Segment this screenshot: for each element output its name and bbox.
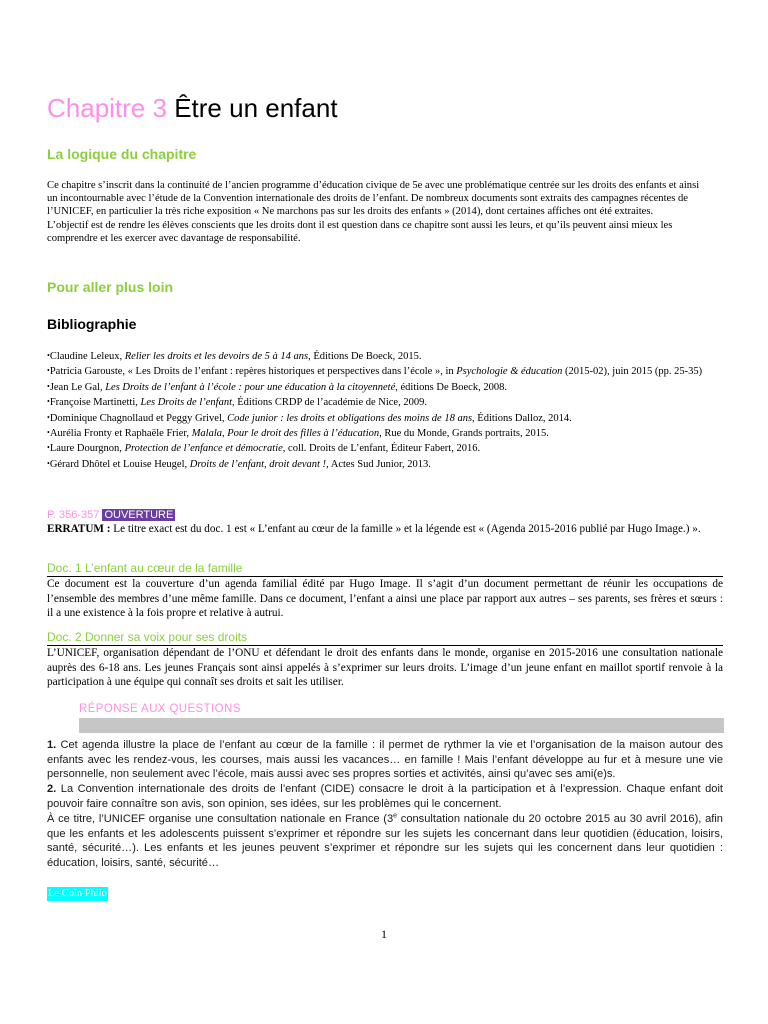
bibliography-item <box>47 441 727 456</box>
bibliography-author: Aurélia Fronty et Raphaële Frier, <box>49 428 192 440</box>
doc1-heading: Doc. 1 L’enfant au cœur de la famille <box>47 561 723 577</box>
bibliography-author: Claudine Leleux, <box>49 351 125 362</box>
bullet-icon: • <box>47 351 50 360</box>
bullet-icon: • <box>47 428 50 438</box>
bibliography-title: Droits de l’enfant, droit devant ! <box>189 458 327 470</box>
logique-text <box>47 179 707 245</box>
bibliography-publisher: , coll. Droits de L’enfant, Éditeur Fabert, 2016. <box>282 443 481 455</box>
bibliography-publisher: , Éditions De Boeck, 2015. <box>308 351 422 362</box>
bibliography-title: Malala, Pour le droit des filles à l’éducation <box>191 428 380 440</box>
chapter-title <box>47 92 338 124</box>
bibliography-author: Gérard Dhôtel et Louise Heugel, <box>49 458 190 470</box>
bullet-icon: • <box>47 412 50 422</box>
answer-2 <box>47 782 723 811</box>
ouverture-badge: OUVERTURE <box>104 509 174 521</box>
logique-paragraph-2: L’objectif est de rendre les élèves conscients que les droits dont il est question dans ce chapitre sont aussi les leurs, et qu’ils peuvent ainsi mieux les comprendre et les exercer avec davantage de responsabilité. <box>47 219 673 244</box>
bibliography-publisher: , Éditions Dalloz, 2014. <box>472 412 572 424</box>
chapter-number: Chapitre 3 <box>47 93 167 123</box>
bibliography-author: Dominique Chagnollaud et Peggy Grivel, <box>49 412 228 424</box>
doc2-text: L’UNICEF, organisation dépendant de l’ONU et défendant le droit des enfants dans le monde, organise en 2015-2016 une consultation nationale auprès des 6-18 ans. Les jeunes Français sont ainsi appelés à s’exprimer sur leurs droits. L’image d’un jeune enfant en maillot sportif renvoie à la participation à une équipe qui connaît ses droits et sait les utiliser. <box>47 647 723 689</box>
doc1-text: Ce document est la couverture d’un agenda familial édité par Hugo Image. Il s’agit d’un document permettant de réunir les occupations de l’ensemble des membres d’une même famille. Dans ce document, l’enfant a ainsi une place par rapport aux autres – ses parents, ses frères et sœurs : il a une existence à la fois propre et relative à autrui. <box>47 578 723 620</box>
erratum-note <box>47 522 723 537</box>
chapter-name: Être un enfant <box>174 93 338 123</box>
bibliography-author: Françoise Martinetti, <box>49 397 141 409</box>
answer-1-text: Cet agenda illustre la place de l’enfant au cœur de la famille : il permet de rythmer la vie et l’organisation de la maison autour des enfants avec les rendez-vous, les courses, mais aussi les vacances… en famille ! Mais l’enfant développe au fur et à mesure une vie personnelle, non seulement avec l’école, mais aussi avec ses propres sorties et activités, ainsi qu’avec ses ami(e)s. <box>47 739 723 781</box>
answer-1-number: 1. <box>47 739 57 751</box>
bullet-icon: • <box>47 397 50 407</box>
reponses-heading: RÉPONSE AUX QUESTIONS <box>79 703 241 715</box>
reponses-bar <box>79 718 724 733</box>
bullet-icon: • <box>47 443 50 453</box>
bibliography-item <box>47 395 727 410</box>
bullet-icon: • <box>47 381 50 391</box>
page-number: 1 <box>381 927 387 941</box>
bibliography-item <box>47 426 727 441</box>
page-range: P. 356-357 <box>47 509 103 521</box>
pages-line <box>47 509 175 522</box>
bibliography-item <box>47 349 727 364</box>
bibliography-title: Les Droits de l’enfant <box>140 397 232 409</box>
bibliography-title: Psychologie & éducation <box>456 366 563 378</box>
erratum-label: ERRATUM : <box>47 523 111 535</box>
logique-heading: La logique du chapitre <box>47 146 197 162</box>
bibliography-author: Jean Le Gal, <box>49 381 106 393</box>
bibliography-publisher: , Rue du Monde, Grands portraits, 2015. <box>379 428 549 440</box>
bibliography-title: Les Droits de l’enfant à l’école : pour une éducation à la citoyenneté <box>105 381 396 393</box>
answer-3-text-a: À ce titre, l’UNICEF organise une consultation nationale en France (3 <box>47 813 394 825</box>
answer-3-text-b: consultation nationale du 20 octobre 2015 au 30 avril 2016), afin que les enfants et les adolescents puissent s’exprimer et répondre sur les sujets les concernant dans leur quotidien (éducation, loisirs, santé, sécurité…). Les enfants et les jeunes peuvent s’exprimer et répondre sur les sujets qui les concernent dans leur quotidien : éducation, loisirs, santé, sécurité… <box>47 813 723 869</box>
bibliography-heading: Bibliographie <box>47 316 137 332</box>
answer-1 <box>47 738 723 782</box>
doc2-heading: Doc. 2 Donner sa voix pour ses droits <box>47 630 723 646</box>
bibliography-item <box>47 364 727 379</box>
bibliography-publisher: , éditions De Boeck, 2008. <box>395 381 507 393</box>
bullet-icon: • <box>47 366 50 376</box>
answer-2-text: La Convention internationale des droits de l’enfant (CIDE) consacre le droit à la participation et à l’expression. Chaque enfant doit pouvoir faire connaître son avis, son opinion, ses idées, sur les problèmes qui le concernent. <box>47 783 723 810</box>
bibliography-item <box>47 380 727 395</box>
answer-2-number: 2. <box>47 783 57 795</box>
bibliography-title: Protection de l’enfance et démocratie <box>124 443 283 455</box>
bibliography-item <box>47 411 727 426</box>
coin-philo-label: Le Coin Philo <box>48 888 107 899</box>
bibliography-publisher: , Éditions CRDP de l’académie de Nice, 2009. <box>231 397 427 409</box>
bibliography-list <box>47 349 727 472</box>
bibliography-author: Laure Dourgnon, <box>49 443 125 455</box>
plus-loin-heading: Pour aller plus loin <box>47 279 174 295</box>
logique-paragraph-1: Ce chapitre s’inscrit dans la continuité de l’ancien programme d’éducation civique de 5e avec une problématique centrée sur les droits des enfants et ainsi un incontournable avec l’étude de la Convention internationale des droits de l’enfant. De nombreux documents sont extraits des campagnes récentes de l’UNICEF, en particulier la très riche exposition « Ne marchons pas sur les droits des enfants » (2014), dont certaines affiches ont été extraites. <box>47 180 700 218</box>
bibliography-author: Patricia Garouste, « Les Droits de l’enfant : repères historiques et perspectives dans l’école », in <box>49 366 457 378</box>
erratum-text: Le titre exact est du doc. 1 est « L’enfant au cœur de la famille » et la légende est « (Agenda 2015-2016 publié par Hugo Image.) ». <box>110 523 701 535</box>
bullet-icon: • <box>47 458 50 468</box>
bibliography-item <box>47 457 727 472</box>
answer-3 <box>47 812 723 870</box>
bibliography-publisher: (2015-02), juin 2015 (pp. 25-35) <box>562 366 703 378</box>
bibliography-publisher: , Actes Sud Junior, 2013. <box>326 458 431 470</box>
answer-3-superscript: e <box>393 812 398 820</box>
bibliography-title: Relier les droits et les devoirs de 5 à 14 ans <box>124 351 309 362</box>
bibliography-title: Code junior : les droits et obligations des moins de 18 ans <box>227 412 473 424</box>
